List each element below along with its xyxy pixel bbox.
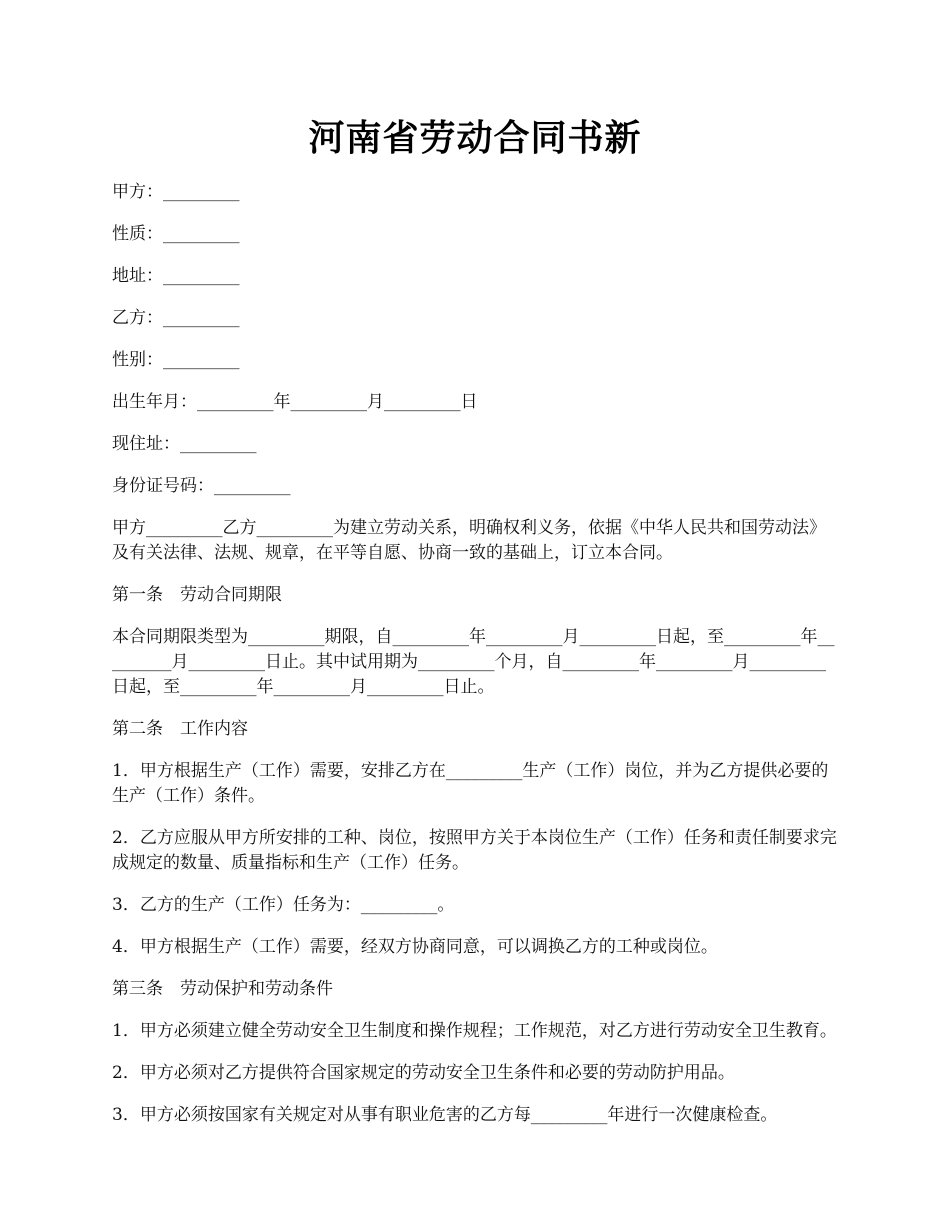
field-birth-date: 出生年月：_________年_________月_________日: [112, 392, 478, 412]
article-3-item-2: 2．甲方必须对乙方提供符合国家规定的劳动安全卫生条件和必要的劳动防护用品。: [112, 1063, 735, 1083]
field-nature: 性质：_________: [112, 224, 240, 244]
article-2-item-1: 1．甲方根据生产（工作）需要，安排乙方在_________生产（工作）岗位，并为乙方提供必要的生产（工作）条件。: [112, 761, 829, 806]
field-party-b: 乙方：_________: [112, 308, 240, 328]
article-2-item-4: 4．甲方根据生产（工作）需要，经双方协商同意，可以调换乙方的工种或岗位。: [112, 937, 718, 957]
article-2-item-2: 2．乙方应服从甲方所安排的工种、岗位，按照甲方关于本岗位生产（工作）任务和责任制要求完成规定的数量、质量指标和生产（工作）任务。: [112, 828, 837, 873]
preamble-paragraph: 甲方_________乙方_________为建立劳动关系，明确权利义务，依据《中华人民共和国劳动法》及有关法律、法规、规章，在平等自愿、协商一致的基础上，订立本合同。: [112, 518, 826, 563]
field-address: 地址：_________: [112, 266, 240, 286]
field-current-address: 现住址：_________: [112, 434, 257, 454]
document-body: [112, 180, 842, 1145]
article-3-item-3: 3．甲方必须按国家有关规定对从事有职业危害的乙方每_________年进行一次健康检查。: [112, 1105, 778, 1125]
article-1-heading: 第一条 劳动合同期限: [112, 585, 282, 605]
article-2-heading: 第二条 工作内容: [112, 719, 248, 739]
article-1-paragraph: 本合同期限类型为_________期限，自_________年_________月_________日起，至_________年_________月_________日止。其中试用期为_________个月，自_________年_________月_________日起，至_________年_________月_________日止。: [112, 627, 835, 697]
article-3-heading: 第三条 劳动保护和劳动条件: [112, 979, 333, 999]
document-title: 河南省劳动合同书新: [308, 117, 642, 159]
field-gender: 性别：_________: [112, 350, 240, 370]
article-3-item-1: 1．甲方必须建立健全劳动安全卫生制度和操作规程；工作规范，对乙方进行劳动安全卫生教育。: [112, 1021, 837, 1041]
field-party-a: 甲方：_________: [112, 182, 240, 202]
field-id-number: 身份证号码：_________: [112, 476, 291, 496]
article-2-item-3: 3．乙方的生产（工作）任务为：_________。: [112, 895, 455, 915]
